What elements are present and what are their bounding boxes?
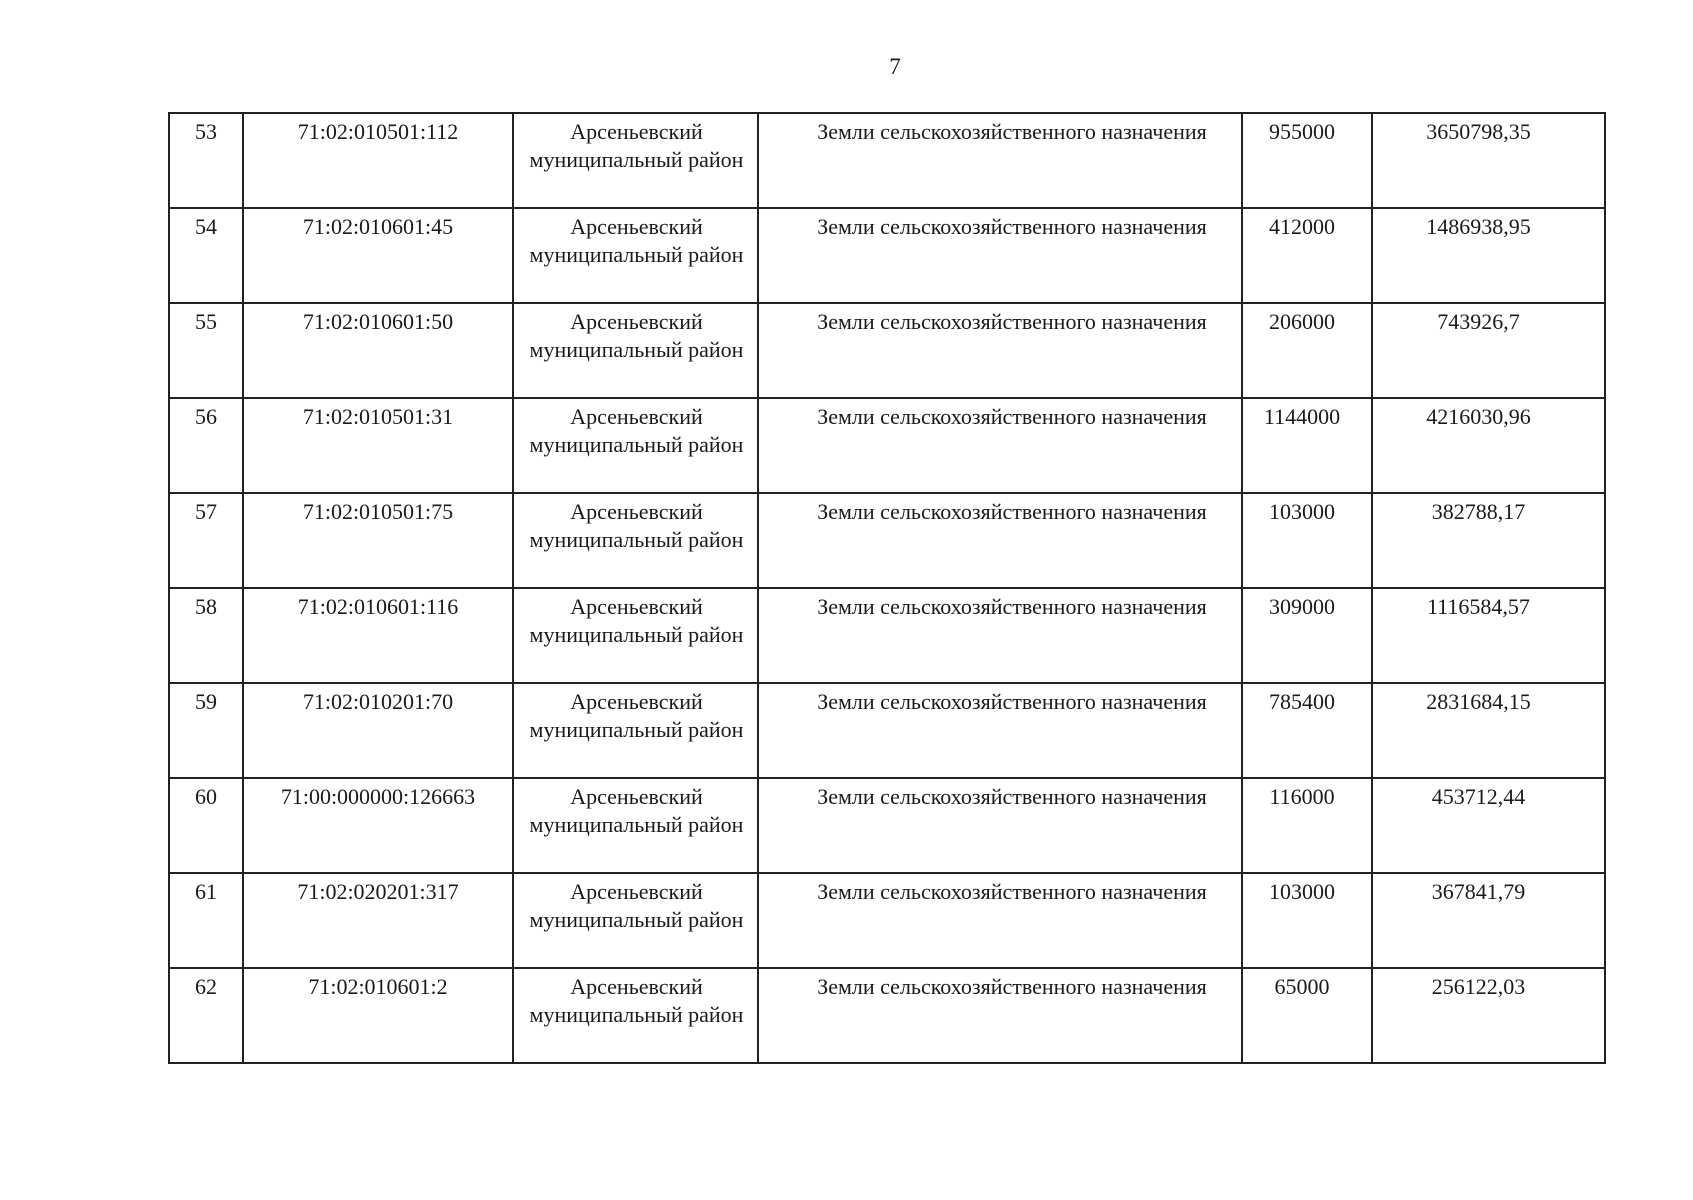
area-cell	[1242, 303, 1372, 398]
land-category-cell-text: Земли сельскохозяйственного назначения	[817, 594, 1207, 619]
cadastral-number-cell	[243, 303, 513, 398]
cadastral-value-cell-text: 367841,79	[1431, 879, 1526, 904]
area-cell	[1242, 778, 1372, 873]
cadastral-value-cell	[1372, 208, 1605, 303]
table-body	[169, 113, 1605, 1063]
cadastral-number-cell-text: 71:02:010201:70	[302, 689, 454, 714]
cadastral-value-cell-text: 4216030,96	[1426, 404, 1531, 429]
district-cell-text: Арсеньевский муниципальный район	[529, 499, 744, 552]
table-row	[169, 398, 1605, 493]
area-cell	[1242, 683, 1372, 778]
cadastral-number-cell-text: 71:02:010601:45	[302, 214, 454, 239]
cadastral-number-cell	[243, 683, 513, 778]
land-category-cell	[758, 398, 1242, 493]
cadastral-number-cell-text: 71:02:010601:116	[297, 594, 459, 619]
row-number-cell-text: 60	[195, 784, 217, 809]
cadastral-number-cell-text: 71:02:010501:31	[302, 404, 454, 429]
land-category-cell-text: Земли сельскохозяйственного назначения	[817, 214, 1207, 239]
cadastral-value-cell-text: 382788,17	[1431, 499, 1526, 524]
district-cell-text: Арсеньевский муниципальный район	[529, 784, 744, 837]
cadastral-value-cell	[1372, 303, 1605, 398]
table-row	[169, 303, 1605, 398]
land-category-cell	[758, 968, 1242, 1063]
land-category-cell	[758, 778, 1242, 873]
district-cell-text: Арсеньевский муниципальный район	[529, 974, 744, 1027]
cadastral-value-cell	[1372, 683, 1605, 778]
land-category-cell	[758, 113, 1242, 208]
district-cell	[513, 113, 758, 208]
district-cell-text: Арсеньевский муниципальный район	[529, 879, 744, 932]
district-cell	[513, 588, 758, 683]
district-cell	[513, 683, 758, 778]
table-row	[169, 778, 1605, 873]
table-row	[169, 968, 1605, 1063]
district-cell-text: Арсеньевский муниципальный район	[529, 594, 744, 647]
area-cell	[1242, 873, 1372, 968]
cadastral-value-cell	[1372, 493, 1605, 588]
cadastral-number-cell-text: 71:02:010601:50	[302, 309, 454, 334]
row-number-cell-text: 59	[195, 689, 217, 714]
cadastral-value-cell-text: 256122,03	[1431, 974, 1526, 999]
area-cell-text: 65000	[1274, 974, 1330, 999]
cadastral-number-cell	[243, 208, 513, 303]
land-category-cell-text: Земли сельскохозяйственного назначения	[817, 689, 1207, 714]
row-number-cell-text: 55	[195, 309, 217, 334]
area-cell-text: 206000	[1269, 309, 1335, 334]
land-category-cell	[758, 208, 1242, 303]
area-cell	[1242, 493, 1372, 588]
area-cell	[1242, 398, 1372, 493]
district-cell-text: Арсеньевский муниципальный район	[529, 119, 744, 172]
area-cell-text: 955000	[1269, 119, 1335, 144]
district-cell	[513, 398, 758, 493]
area-cell-text: 785400	[1269, 689, 1335, 714]
cadastral-value-cell	[1372, 113, 1605, 208]
district-cell-text: Арсеньевский муниципальный район	[529, 689, 744, 742]
cadastral-value-cell	[1372, 873, 1605, 968]
land-category-cell	[758, 303, 1242, 398]
table-row	[169, 208, 1605, 303]
land-category-cell	[758, 493, 1242, 588]
table-row	[169, 588, 1605, 683]
district-cell-text: Арсеньевский муниципальный район	[529, 404, 744, 457]
area-cell	[1242, 588, 1372, 683]
row-number-cell-text: 53	[195, 119, 217, 144]
area-cell	[1242, 113, 1372, 208]
area-cell	[1242, 968, 1372, 1063]
cadastral-number-cell	[243, 778, 513, 873]
district-cell	[513, 778, 758, 873]
land-category-cell	[758, 588, 1242, 683]
row-number-cell	[169, 873, 243, 968]
area-cell-text: 103000	[1269, 879, 1335, 904]
cadastral-value-cell-text: 1116584,57	[1427, 594, 1530, 619]
area-cell-text: 116000	[1269, 784, 1335, 809]
row-number-cell	[169, 778, 243, 873]
cadastral-number-cell-text: 71:00:000000:126663	[280, 784, 476, 809]
district-cell-text: Арсеньевский муниципальный район	[529, 309, 744, 362]
row-number-cell	[169, 398, 243, 493]
cadastral-number-cell	[243, 968, 513, 1063]
land-category-cell-text: Земли сельскохозяйственного назначения	[817, 309, 1207, 334]
cadastral-value-cell-text: 3650798,35	[1426, 119, 1531, 144]
cadastral-number-cell	[243, 398, 513, 493]
cadastral-value-cell	[1372, 778, 1605, 873]
cadastral-number-cell	[243, 873, 513, 968]
district-cell	[513, 208, 758, 303]
row-number-cell-text: 57	[195, 499, 217, 524]
district-cell	[513, 873, 758, 968]
table-row	[169, 873, 1605, 968]
land-category-cell-text: Земли сельскохозяйственного назначения	[817, 879, 1207, 904]
cadastral-number-cell-text: 71:02:010501:75	[302, 499, 454, 524]
page-number: 7	[889, 54, 901, 79]
table-row	[169, 683, 1605, 778]
cadastral-number-cell	[243, 588, 513, 683]
cadastral-number-cell-text: 71:02:020201:317	[297, 879, 459, 904]
land-category-cell-text: Земли сельскохозяйственного назначения	[817, 499, 1207, 524]
cadastral-value-cell-text: 743926,7	[1437, 309, 1520, 334]
land-plots-table	[168, 112, 1606, 1064]
cadastral-value-cell-text: 1486938,95	[1426, 214, 1531, 239]
district-cell	[513, 968, 758, 1063]
area-cell-text: 103000	[1269, 499, 1335, 524]
area-cell	[1242, 208, 1372, 303]
cadastral-value-cell	[1372, 588, 1605, 683]
cadastral-value-cell	[1372, 968, 1605, 1063]
row-number-cell	[169, 968, 243, 1063]
row-number-cell-text: 54	[195, 214, 217, 239]
area-cell-text: 412000	[1269, 214, 1335, 239]
cadastral-value-cell	[1372, 398, 1605, 493]
land-category-cell-text: Земли сельскохозяйственного назначения	[817, 784, 1207, 809]
cadastral-number-cell-text: 71:02:010501:112	[297, 119, 459, 144]
row-number-cell	[169, 208, 243, 303]
district-cell	[513, 493, 758, 588]
area-cell-text: 309000	[1269, 594, 1335, 619]
table-row	[169, 493, 1605, 588]
cadastral-number-cell	[243, 113, 513, 208]
land-category-cell-text: Земли сельскохозяйственного назначения	[817, 119, 1207, 144]
row-number-cell	[169, 683, 243, 778]
land-category-cell-text: Земли сельскохозяйственного назначения	[817, 404, 1207, 429]
area-cell-text: 1144000	[1263, 404, 1341, 429]
cadastral-value-cell-text: 453712,44	[1431, 784, 1526, 809]
row-number-cell-text: 56	[195, 404, 217, 429]
cadastral-number-cell-text: 71:02:010601:2	[308, 974, 448, 999]
district-cell	[513, 303, 758, 398]
land-category-cell	[758, 683, 1242, 778]
cadastral-number-cell	[243, 493, 513, 588]
row-number-cell	[169, 113, 243, 208]
row-number-cell-text: 58	[195, 594, 217, 619]
table-row	[169, 113, 1605, 208]
district-cell-text: Арсеньевский муниципальный район	[529, 214, 744, 267]
row-number-cell-text: 62	[195, 974, 217, 999]
row-number-cell	[169, 493, 243, 588]
land-category-cell	[758, 873, 1242, 968]
row-number-cell-text: 61	[195, 879, 217, 904]
row-number-cell	[169, 588, 243, 683]
row-number-cell	[169, 303, 243, 398]
land-category-cell-text: Земли сельскохозяйственного назначения	[817, 974, 1207, 999]
cadastral-value-cell-text: 2831684,15	[1426, 689, 1531, 714]
